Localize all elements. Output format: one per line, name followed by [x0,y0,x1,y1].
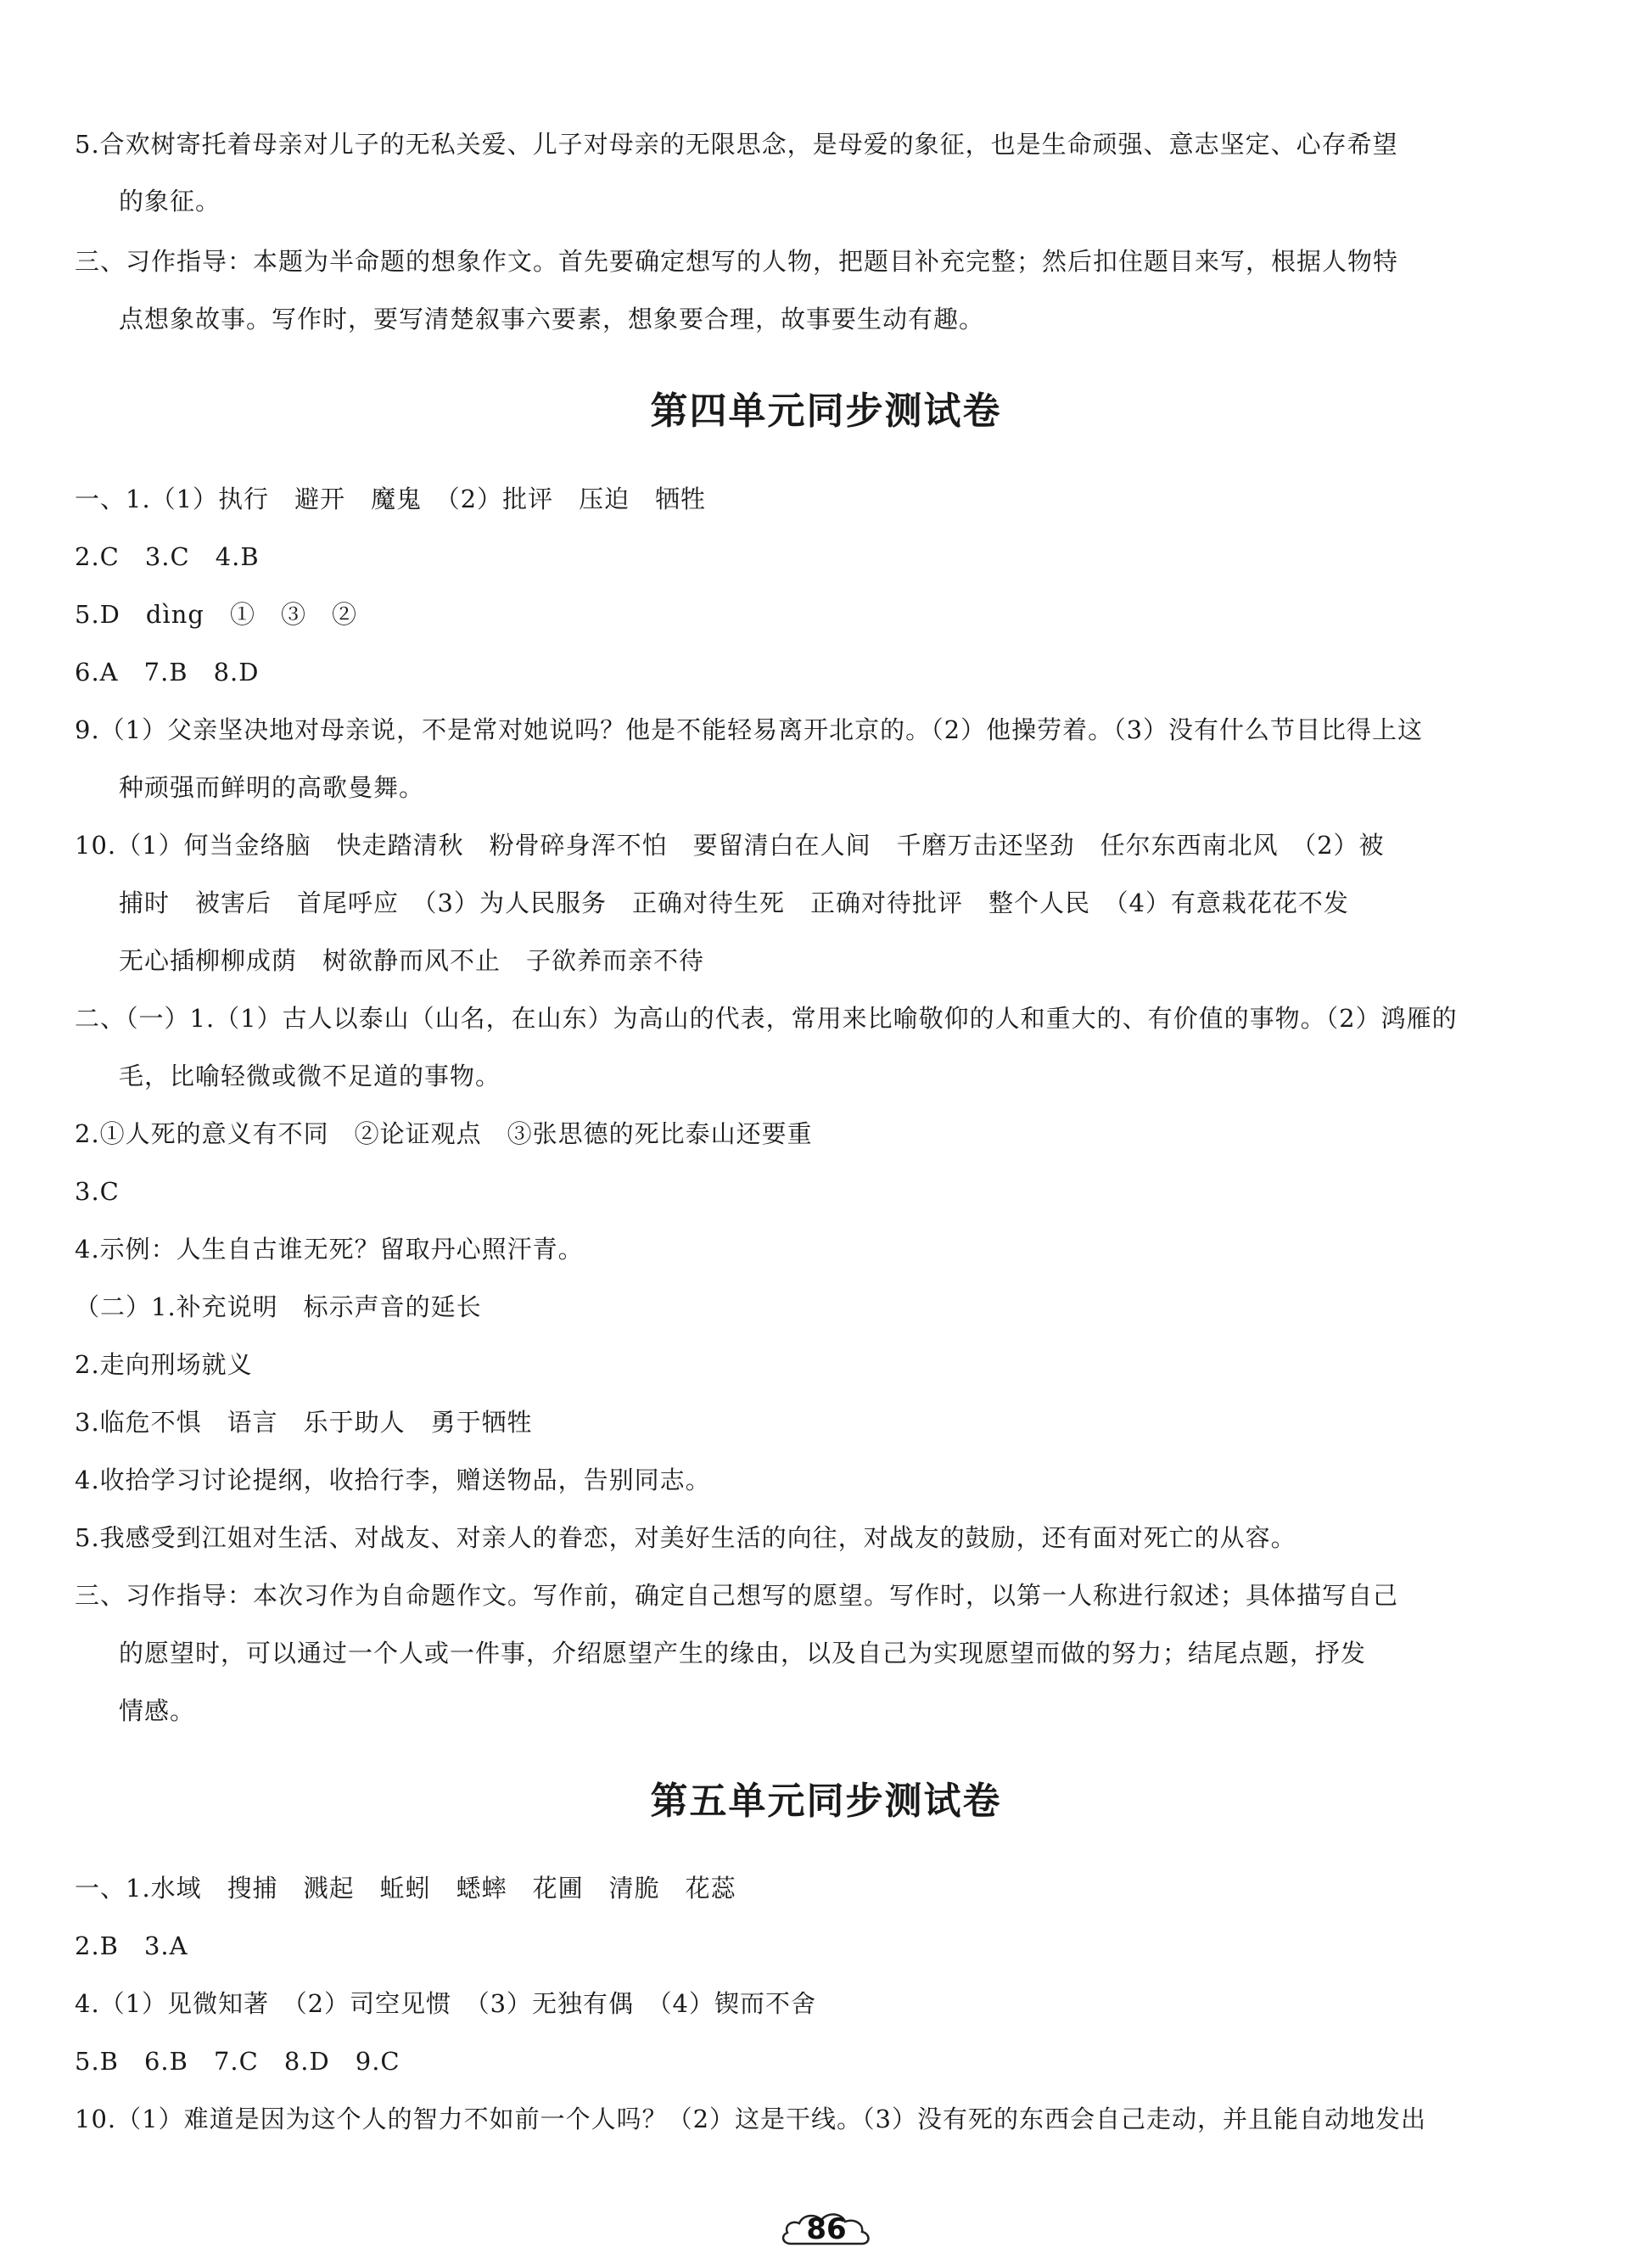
answer-line: 6.A 7.B 8.D [75,658,260,687]
answer-line: 一、1.（1）执行 避开 魔鬼 （2）批评 压迫 牺牲 [75,485,707,513]
answer-line: （二）1.补充说明 标示声音的延长 [75,1292,482,1321]
answer-line: 5.B 6.B 7.C 8.D 9.C [75,2047,400,2076]
answer-line: 3.临危不惧 语言 乐于助人 勇于牺牲 [75,1408,533,1437]
answer-line: 4.收拾学习讨论提纲，收拾行李，赠送物品，告别同志。 [75,1466,711,1494]
answer-line: 10.（1）难道是因为这个人的智力不如前一个人吗？（2）这是干线。（3）没有死的东西会自己走动，并且能自动地发出 [75,2105,1426,2133]
answer-line: 4.示例：人生自古谁无死？留取丹心照汗青。 [75,1235,584,1264]
answer-line: 三、习作指导：本次习作为自命题作文。写作前，确定自己想写的愿望。写作时，以第一人称进行叙述；具体描写自己 [75,1581,1399,1610]
answer-line: 2.走向刑场就义 [75,1350,253,1379]
unit4-title: 第四单元同步测试卷 [650,390,1002,433]
answer-line: 5.合欢树寄托着母亲对儿子的无私关爱、儿子对母亲的无限思念，是母爱的象征，也是生命顽强、意志坚定、心存希望 [75,130,1398,159]
answer-line: 的象征。 [119,187,221,216]
answer-line: 5.我感受到江姐对生活、对战友、对亲人的眷恋，对美好生活的向往，对战友的鼓励，还有面对死亡的从容。 [75,1523,1296,1552]
page-number-text: 86 [806,2212,847,2246]
unit5-title: 第五单元同步测试卷 [650,1780,1002,1823]
answer-line: 10.（1）何当金络脑 快走踏清秋 粉骨碎身浑不怕 要留清白在人间 千磨万击还坚劲 任尔东西南北风 （2）被 [75,831,1385,860]
answer-line: 二、（一）1.（1）古人以泰山（山名，在山东）为高山的代表，常用来比喻敬仰的人和重大的、有价值的事物。（2）鸿雁的 [75,1004,1458,1033]
answer-line: 一、1.水域 搜捕 溅起 蚯蚓 蟋蟀 花圃 清脆 花蕊 [75,1874,736,1903]
answer-line: 种顽强而鲜明的高歌曼舞。 [119,773,425,802]
answer-line: 无心插柳柳成荫 树欲静而风不止 子欲养而亲不待 [119,946,705,975]
answer-line: 情感。 [119,1696,196,1725]
page-number [779,2210,874,2249]
answer-line: 9.（1）父亲坚决地对母亲说，不是常对她说吗？他是不能轻易离开北京的。（2）他操劳着。（3）没有什么节目比得上这 [75,715,1424,744]
answer-line: 毛，比喻轻微或微不足道的事物。 [119,1062,501,1090]
answer-line: 点想象故事。写作时，要写清楚叙事六要素，想象要合理，故事要生动有趣。 [119,305,985,334]
answer-line: 5.D dìng ① ③ ② [75,600,358,629]
answer-line: 三、习作指导：本题为半命题的想象作文。首先要确定想写的人物，把题目补充完整；然后扣住题目来写，根据人物特 [75,247,1399,276]
answer-line: 4.（1）见微知著 （2）司空见惯 （3）无独有偶 （4）锲而不舍 [75,1989,816,2018]
answer-line: 3.C [75,1177,120,1206]
answer-line: 2.C 3.C 4.B [75,542,260,571]
answer-line: 2.①人死的意义有不同 ②论证观点 ③张思德的死比泰山还要重 [75,1119,813,1148]
answer-line: 捕时 被害后 首尾呼应 （3）为人民服务 正确对待生死 正确对待批评 整个人民 （4）有意栽花花不发 [119,888,1349,917]
answer-line: 2.B 3.A [75,1931,188,1960]
answer-line: 的愿望时，可以通过一个人或一件事，介绍愿望产生的缘由，以及自己为实现愿望而做的努力；结尾点题，抒发 [119,1639,1367,1668]
